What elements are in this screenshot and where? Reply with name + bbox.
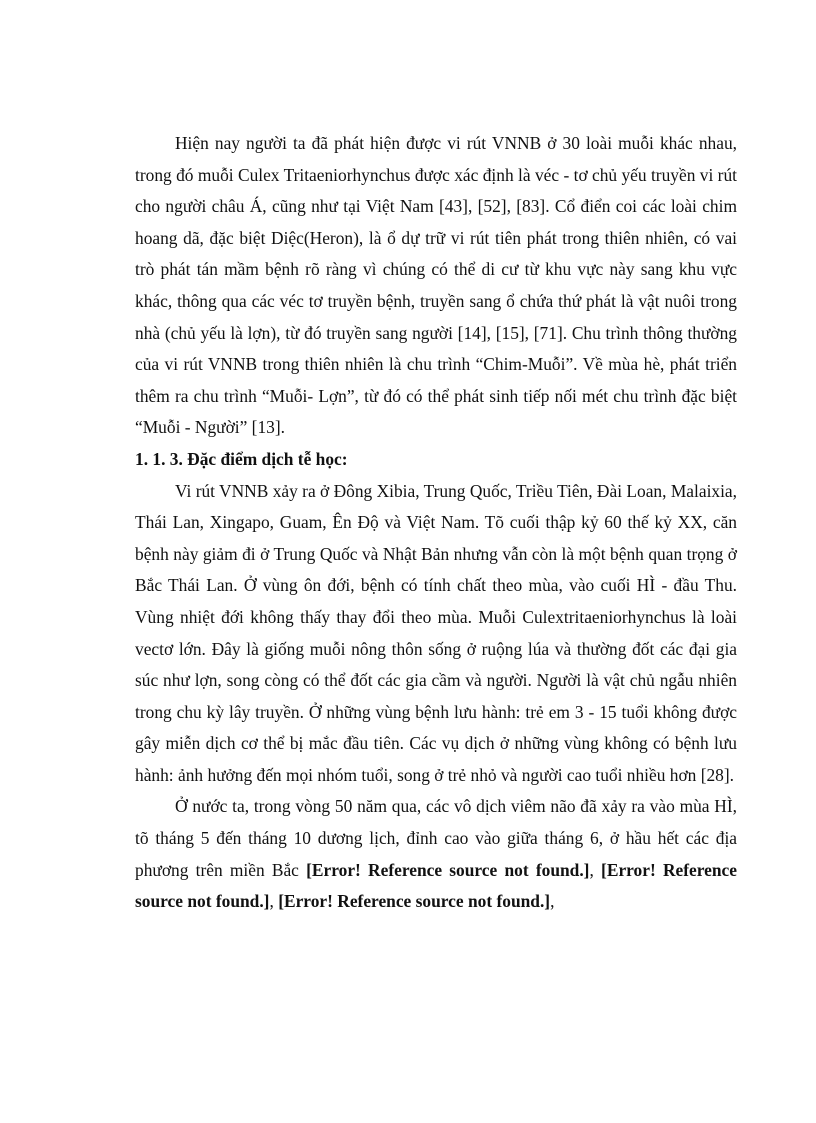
paragraph-vietnam-text: Ở nước ta, trong vòng 50 năm qua, các vô dịch viêm não đã xảy ra vào mùa HÌ, tõ tháng 5 đến tháng 10 dương lịch, đỉnh cao vào giữa tháng 6, ở hầu hết các địa phương trên miền Bắc <box>135 796 737 880</box>
section-heading: 1. 1. 3. Đặc điểm dịch tễ học: <box>135 448 348 469</box>
reference-separator-3: , <box>550 891 555 912</box>
reference-error-2: [Error! Reference source not found.] <box>135 859 737 912</box>
paragraph-vietnam-outbreaks <box>135 791 737 917</box>
reference-error-1: [Error! Reference source not found.] <box>306 859 590 880</box>
paragraph-epidemiology: Vi rút VNNB xảy ra ở Đông Xibia, Trung Quốc, Triều Tiên, Đài Loan, Malaixia, Thái Lan, Xingapo, Guam, Ên Độ và Việt Nam. Tõ cuối thập kỷ 60 thế kỷ XX, căn bệnh này giảm đi ở Trung Quốc và Nhật Bản nhưng vẫn còn là một bệnh quan trọng ở Bắc Thái Lan. Ở vùng ôn đới, bệnh có tính chất theo mùa, vào cuối HÌ - đầu Thu. Vùng nhiệt đới không thấy thay đổi theo mùa. Muỗi Culextritaeniorhynchus là loài vectơ lớn. Đây là giống muỗi nông thôn sống ở ruộng lúa và thường đốt các đại gia súc như lợn, song còng có thể đốt các gia cầm và người. Người là vật chủ ngẫu nhiên trong chu kỳ lây truyền. Ở những vùng bệnh lưu hành: trẻ em 3 - 15 tuổi không được gây miễn dịch cơ thể bị mắc đầu tiên. Các vụ dịch ở những vùng không có bệnh lưu hành: ảnh hưởng đến mọi nhóm tuổi, song ở trẻ nhỏ và người cao tuổi nhiều hơn [28]. <box>135 480 737 785</box>
document-page <box>135 128 737 918</box>
paragraph-vector-transmission: Hiện nay người ta đã phát hiện được vi rút VNNB ở 30 loài muỗi khác nhau, trong đó muỗi Culex Tritaeniorhynchus được xác định là véc - tơ chủ yếu truyền vi rút cho người châu Á, cũng như tại Việt Nam [43], [52], [83]. Cổ điển coi các loài chim hoang dã, đặc biệt Diệc(Heron), là ổ dự trữ vi rút tiên phát trong thiên nhiên, có vai trò phát tán mầm bệnh rõ ràng vì chúng có thể di cư từ khu vực này sang khu vực khác, thông qua các véc tơ truyền bệnh, truyền sang ổ chứa thứ phát là vật nuôi trong nhà (chủ yếu là lợn), từ đó truyền sang người [14], [15], [71]. Chu trình thông thường của vi rút VNNB trong thiên nhiên là chu trình “Chim-Muỗi”. Về mùa hè, phát triển thêm ra chu trình “Muỗi- Lợn”, từ đó có thể phát sinh tiếp nối mét chu trình đặc biệt “Muỗi - Người” [13]. <box>135 133 737 438</box>
reference-separator-1: , <box>589 859 602 880</box>
reference-error-3: [Error! Reference source not found.] <box>278 891 551 912</box>
reference-separator-2: , <box>269 891 279 912</box>
